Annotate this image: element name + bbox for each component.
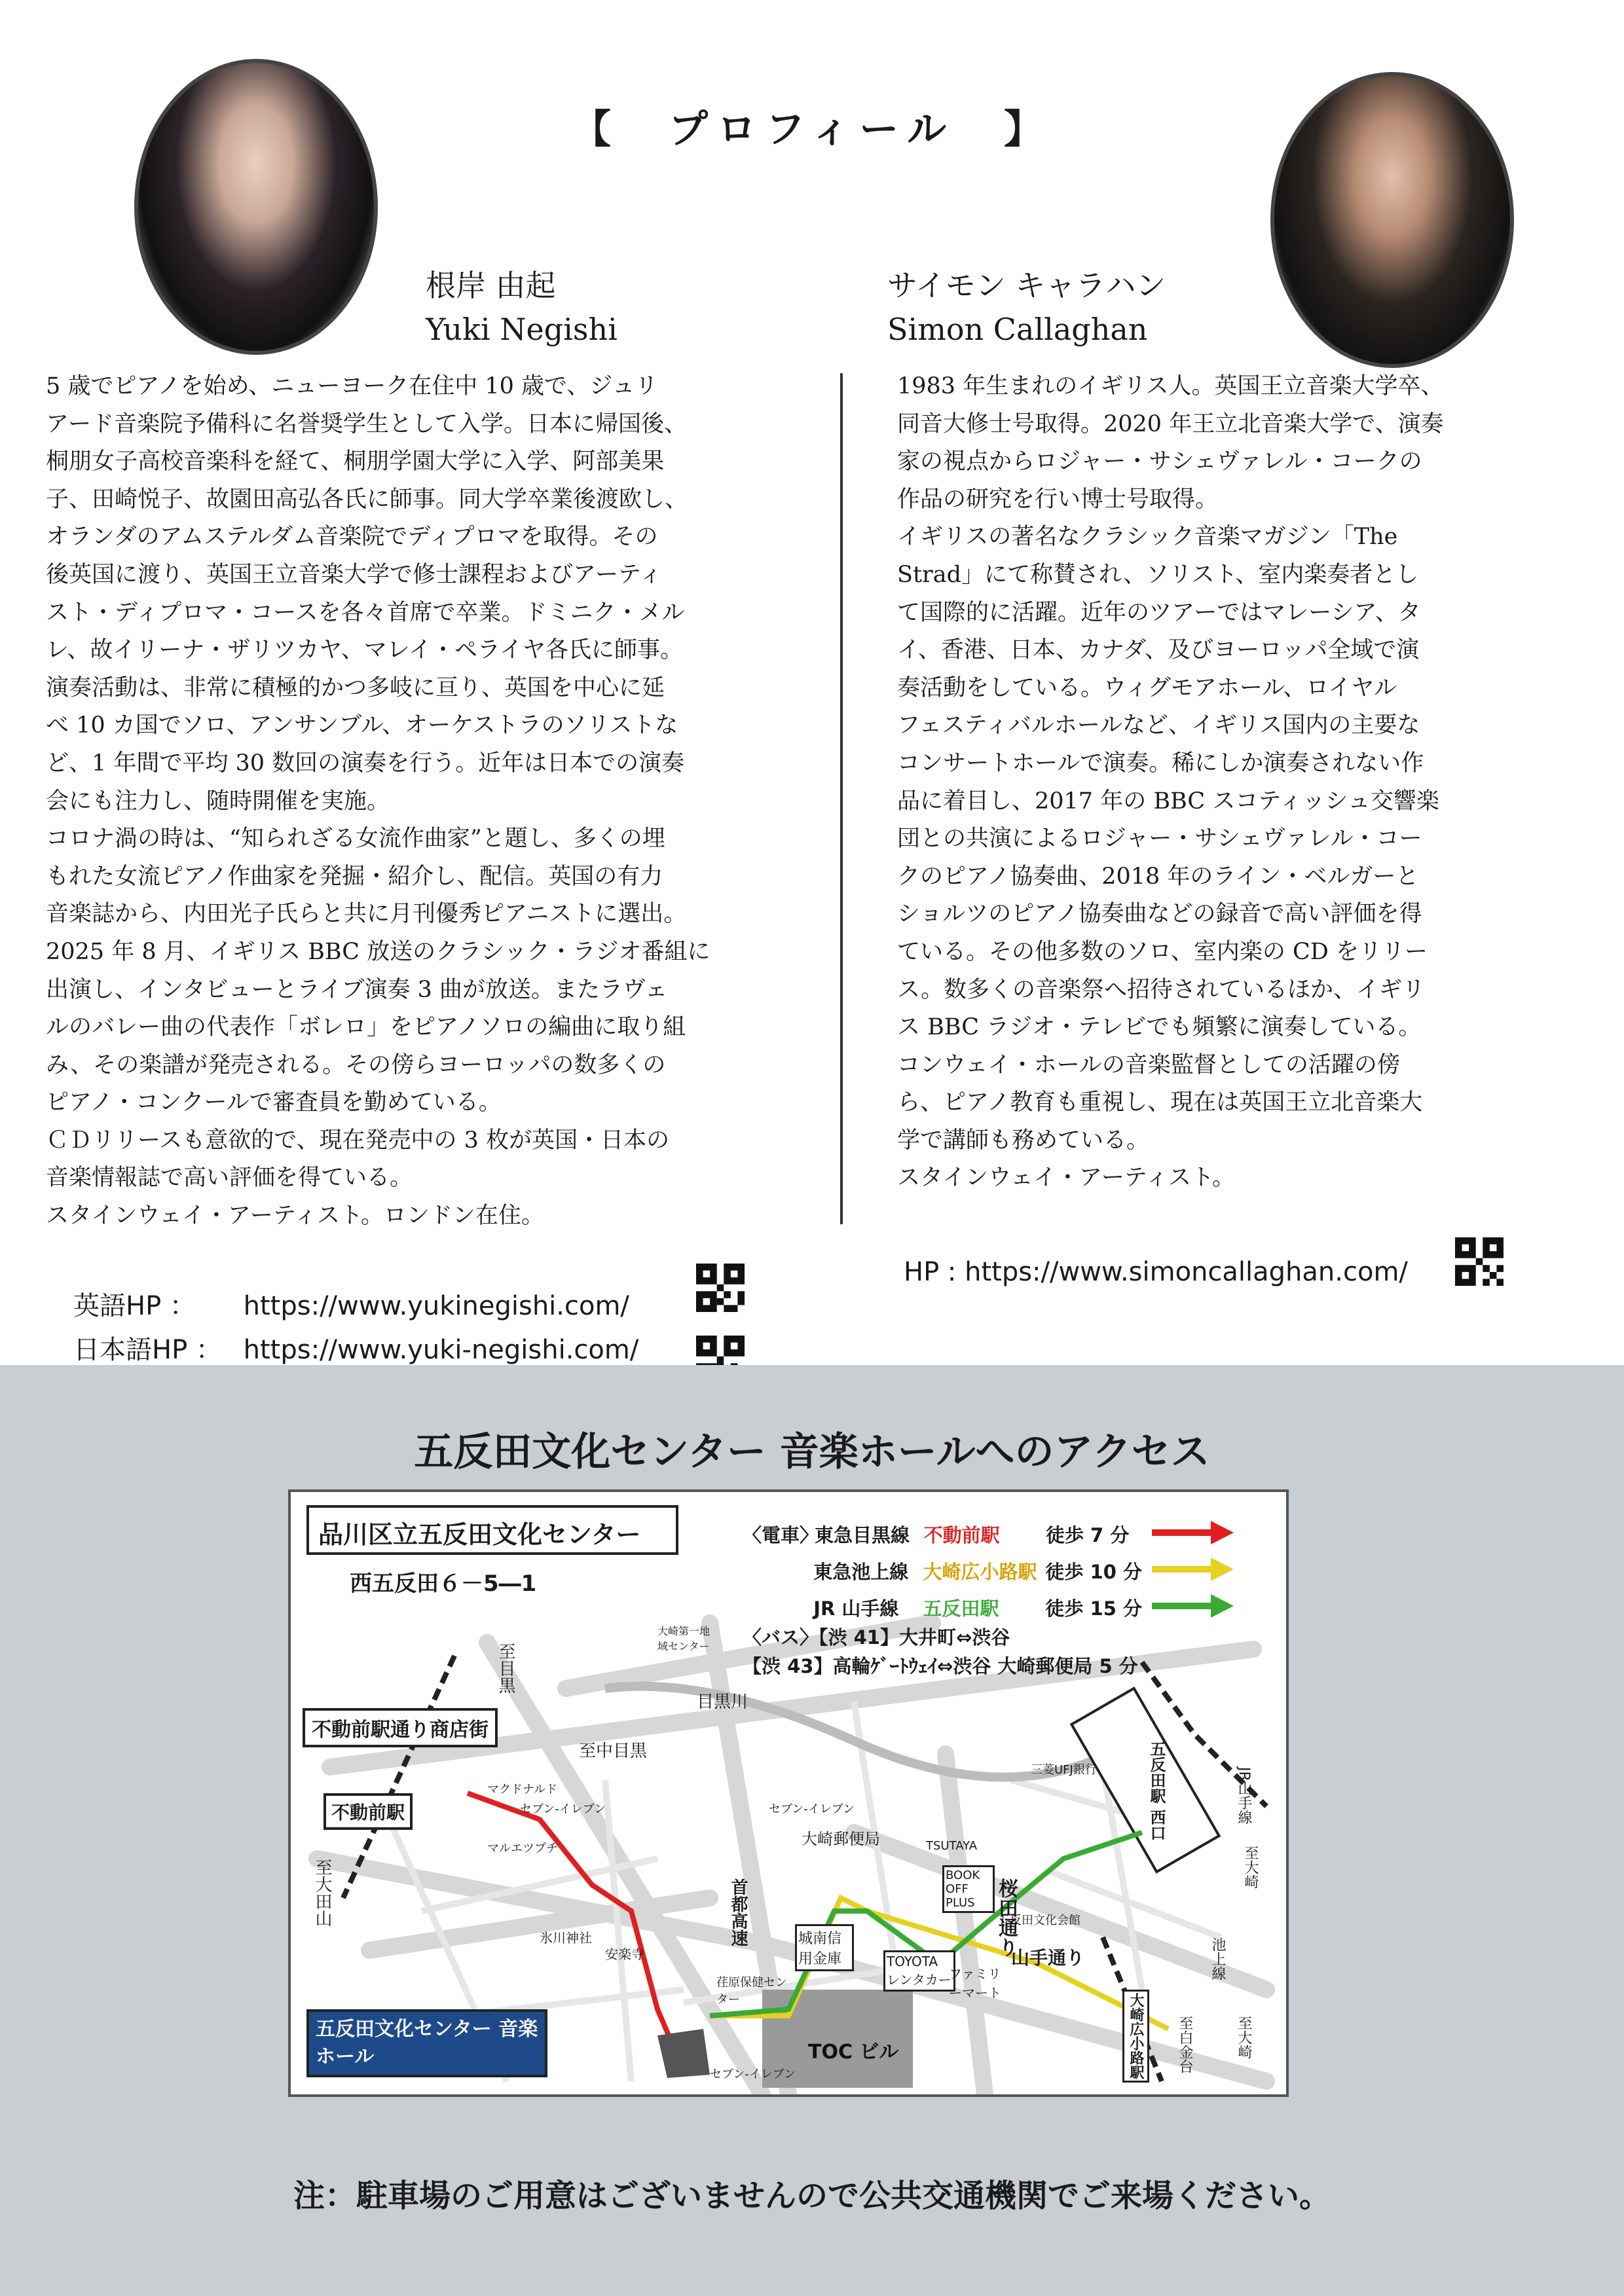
label-anrakuji: 安楽寺 <box>605 1946 644 1962</box>
bio-line: コンサートホールで演奏。稀にしか演奏されない作 <box>897 750 1424 776</box>
bio-line: ピアノ・コンクールで審査員を勤めている。 <box>46 1089 502 1116</box>
column-divider <box>840 373 843 1224</box>
label-seven-eleven-3: セブン-イレブン <box>710 2068 796 2081</box>
right-name-en: Simon Callaghan <box>887 312 1148 347</box>
bio-line: スタインウェイ・アーティスト。 <box>897 1165 1235 1192</box>
bio-line: 同音大修士号取得。2020 年王立北音楽大学で、演奏 <box>897 410 1444 437</box>
label-to-meguro: 至目黒 <box>496 1643 515 1694</box>
right-bio <box>897 368 1559 1197</box>
bio-line: コンウェイ・ホールの音楽監督としての活躍の傍 <box>897 1051 1400 1078</box>
right-hp[interactable]: HP : https://www.simoncallaghan.com/ <box>904 1257 1408 1287</box>
label-seven-eleven-2: セブン-イレブン <box>769 1802 855 1816</box>
hp-jp-label: 日本語HP ： <box>73 1335 222 1365</box>
label-fudomae-station: 不動前駅 <box>323 1793 413 1830</box>
bio-line: 5 歳でピアノを始め、ニューヨーク在住中 10 歳で、ジュリ <box>46 373 658 399</box>
bio-line: 団との共演によるロジャー・サシェヴァレル・コー <box>897 826 1422 852</box>
left-hp-jp <box>73 1329 638 1366</box>
profile-section-title: 【 プロフィール 】 <box>572 107 1052 153</box>
access-map <box>288 1489 1289 2097</box>
access-title: 五反田文化センター 音楽ホールへのアクセス <box>414 1429 1210 1475</box>
label-toyota: TOYOTA レンタカー <box>883 1950 955 1992</box>
hp-jp-url[interactable]: https://www.yuki-negishi.com/ <box>243 1335 639 1365</box>
label-yamate-dori: 山手通り <box>1011 1947 1085 1969</box>
route-legend <box>743 1516 1142 1626</box>
label-tsutaya: TSUTAYA <box>926 1839 978 1853</box>
bio-line: レ、故イリーナ・ザリツカヤ、マレイ・ペライヤ各氏に師事。 <box>46 637 684 664</box>
bio-line: 作品の研究を行い博士号取得。 <box>897 486 1219 513</box>
label-fudomae-shotengai: 不動前駅通り商店街 <box>303 1708 498 1747</box>
hp-en-label: 英語HP ： <box>73 1291 196 1321</box>
bio-line: 奏活動をしている。ウィグモアホール、ロイヤル <box>897 674 1397 701</box>
route-station: 不動前駅 <box>923 1523 1000 1546</box>
bio-line: 演奏活動は、非常に積極的かつ多岐に亘り、英国を中心に延 <box>46 674 665 701</box>
bio-line: フェスティバルホールなど、イギリス国内の主要な <box>897 712 1420 739</box>
bio-line: クのピアノ協奏曲、2018 年のライン・ベルガーと <box>897 863 1419 890</box>
label-ikegami-line: 池上線 <box>1209 1937 1226 1980</box>
bio-line: 出演し、インタビューとライブ演奏 3 曲が放送。またラヴェ <box>46 976 668 1003</box>
label-to-shirogane: 至白金台 <box>1177 2016 1193 2073</box>
qr-code-icon[interactable] <box>1455 1237 1504 1286</box>
route-line: JR 山手線 <box>813 1597 899 1620</box>
label-health-center: 荏原保健センター <box>716 1976 787 2007</box>
label-mufg: 三菱UFJ銀行 <box>1031 1763 1097 1777</box>
right-name-jp: サイモン キャラハン <box>887 268 1166 303</box>
bio-line: 2025 年 8 月、イギリス BBC 放送のクラシック・ラジオ番組に <box>46 938 710 965</box>
bio-line: ス。数多くの音楽祭へ招待されているほか、イギリ <box>897 976 1426 1003</box>
bio-line: 桐朋女子高校音楽科を経て、桐朋学園大学に入学、阿部美果 <box>46 448 665 475</box>
bio-line: イギリスの著名なクラシック音楽マガジン「The <box>897 524 1398 551</box>
qr-code-icon[interactable] <box>696 1264 745 1312</box>
route-row <box>743 1516 1142 1552</box>
venue-address: 西五反田６－5―1 <box>350 1571 537 1597</box>
route-line: 東急池上線 <box>813 1560 909 1583</box>
label-to-osaki-1: 至大崎 <box>1242 1846 1259 1889</box>
route-walk: 徒歩 10 分 <box>1045 1560 1142 1583</box>
bio-line: ショルツのピアノ協奏曲などの録音で高い評価を得 <box>897 901 1422 928</box>
label-seven-eleven-1: セブン-イレブン <box>520 1802 606 1816</box>
label-to-ota: 至大田山 <box>312 1859 332 1927</box>
label-shuto-kosoku: 首都高速 <box>728 1878 748 1946</box>
label-gotanda-culture: 五反田文化会館 <box>998 1914 1080 1927</box>
label-toc: TOC ビル <box>808 2041 899 2064</box>
label-osaki-post: 大崎郵便局 <box>802 1830 880 1848</box>
bio-line: 会にも注力し、随時開催を実施。 <box>46 788 390 814</box>
yuki-negishi-portrait <box>134 59 378 355</box>
route-mode: 〈電車〉 <box>743 1523 819 1546</box>
bio-line: Strad」にて称賛され、ソリスト、室内楽奏者とし <box>897 561 1419 588</box>
label-hikawa-shrine: 氷川神社 <box>540 1930 592 1946</box>
bio-line: ＣＤリリースも意欲的で、現在発売中の 3 枚が英国・日本の <box>46 1127 670 1154</box>
bio-line: スト・ディプロマ・コースを各々首席で卒業。ドミニク・メル <box>46 599 685 626</box>
label-maruetsu: マルエツプチ <box>487 1842 558 1855</box>
bio-line: 後英国に渡り、英国王立音楽大学で修士課程およびアーティ <box>46 561 663 588</box>
label-jr-yamanote: JR山手線 <box>1236 1767 1252 1825</box>
venue-marker-box: 五反田文化センター 音楽ホール <box>306 2009 547 2077</box>
bio-line: 音楽誌から、内田光子氏らと共に月刊優秀ピアニストに選出。 <box>46 901 687 928</box>
label-chiiki-center: 大崎第一地域センター <box>657 1625 710 1652</box>
label-mcdonalds: マクドナルド <box>487 1783 558 1796</box>
parking-note: 注：駐車場のご用意はございませんので公共交通機関でご来場ください。 <box>293 2178 1331 2214</box>
route-line: 東急目黒線 <box>815 1523 910 1546</box>
bio-line: もれた女流ピアノ作曲家を発掘・紹介し、配信。英国の有力 <box>46 863 663 890</box>
left-name-en: Yuki Negishi <box>426 312 618 347</box>
venue-name: 品川区立五反田文化センター <box>318 1520 641 1549</box>
bio-line: コロナ渦の時は、“知られざる女流作曲家”と題し、多くの埋 <box>46 826 665 852</box>
bio-line: ている。その他多数のソロ、室内楽の CD をリリー <box>897 938 1428 965</box>
route-row <box>743 1589 1142 1626</box>
label-gotanda-west: 五反田駅 西口 <box>1147 1741 1166 1841</box>
bio-line: み、その楽譜が発売される。その傍らヨーロッパの数多くの <box>46 1051 666 1078</box>
route-station: 五反田駅 <box>923 1597 999 1620</box>
bio-line: 家の視点からロジャー・サシェヴァレル・コークの <box>897 448 1422 475</box>
route-walk: 徒歩 15 分 <box>1045 1597 1142 1620</box>
bio-line: イ、香港、日本、カナダ、及びヨーロッパ全域で演 <box>897 637 1420 664</box>
bio-line: スタインウェイ・アーティスト。ロンドン在住。 <box>46 1203 544 1230</box>
left-hp-en <box>73 1285 629 1322</box>
bio-line: 品に着目し、2017 年の BBC スコティッシュ交響楽 <box>897 788 1439 814</box>
bus-legend <box>743 1623 1253 1681</box>
venue-name-box <box>306 1505 678 1555</box>
bio-line: アード音楽院予備科に名誉奨学生として入学。日本に帰国後、 <box>46 410 687 437</box>
bio-line: て国際的に活躍。近年のツアーではマレーシア、タ <box>897 599 1421 626</box>
label-familymart: ファミリーマート <box>949 1966 1001 2001</box>
label-sakurada: 桜田通り <box>995 1878 1018 1957</box>
bio-line: 子、田崎悦子、故園田高弘各氏に師事。同大学卒業後渡欧し、 <box>46 486 688 513</box>
label-osaki-hirokoji: 大崎広小路駅 <box>1122 1990 1149 2083</box>
route-row <box>743 1552 1142 1589</box>
route-station: 大崎広小路駅 <box>923 1560 1037 1583</box>
label-bookoff: BOOK OFF PLUS <box>942 1865 995 1913</box>
bio-line: ら、ピアノ教育も重視し、現在は英国王立北音楽大 <box>897 1089 1423 1116</box>
bio-line: ルのバレー曲の代表作「ボレロ」をピアノソロの編曲に取り組 <box>46 1014 686 1041</box>
bio-line: 1983 年生まれのイギリス人。英国王立音楽大学卒、 <box>897 373 1444 399</box>
bio-line: ス BBC ラジオ・テレビでも頻繁に演奏している。 <box>897 1014 1422 1041</box>
left-bio <box>46 368 825 1235</box>
left-name-jp: 根岸 由起 <box>426 268 556 303</box>
simon-callaghan-portrait <box>1270 72 1514 368</box>
bio-line: 学で講師も務めている。 <box>897 1127 1150 1154</box>
route-walk: 徒歩 7 分 <box>1045 1523 1130 1546</box>
bio-line: 音楽情報誌で高い評価を得ている。 <box>46 1165 413 1192</box>
label-to-osaki-2: 至大崎 <box>1236 2016 1252 2059</box>
bio-line: オランダのアムステルダム音楽院でディプロマを取得。その <box>46 524 658 551</box>
bus-line: 【渋 43】高輪ｹﾞｰﾄｳｪｲ⇔渋谷 大崎郵便局 5 分 <box>743 1655 1138 1677</box>
bio-line: べ 10 カ国でソロ、アンサンブル、オーケストラのソリストな <box>46 712 678 739</box>
label-shinkin: 城南信用金庫 <box>795 1924 854 1971</box>
hp-en-url[interactable]: https://www.yukinegishi.com/ <box>243 1291 629 1321</box>
bus-line: 〈バス〉【渋 41】大井町⇔渋谷 <box>743 1626 1010 1649</box>
label-meguro-river: 目黒川 <box>697 1692 748 1712</box>
label-to-nakameguro: 至中目黒 <box>579 1741 648 1761</box>
bio-line: ど、1 年間で平均 30 数回の演奏を行う。近年は日本での演奏 <box>46 750 685 776</box>
